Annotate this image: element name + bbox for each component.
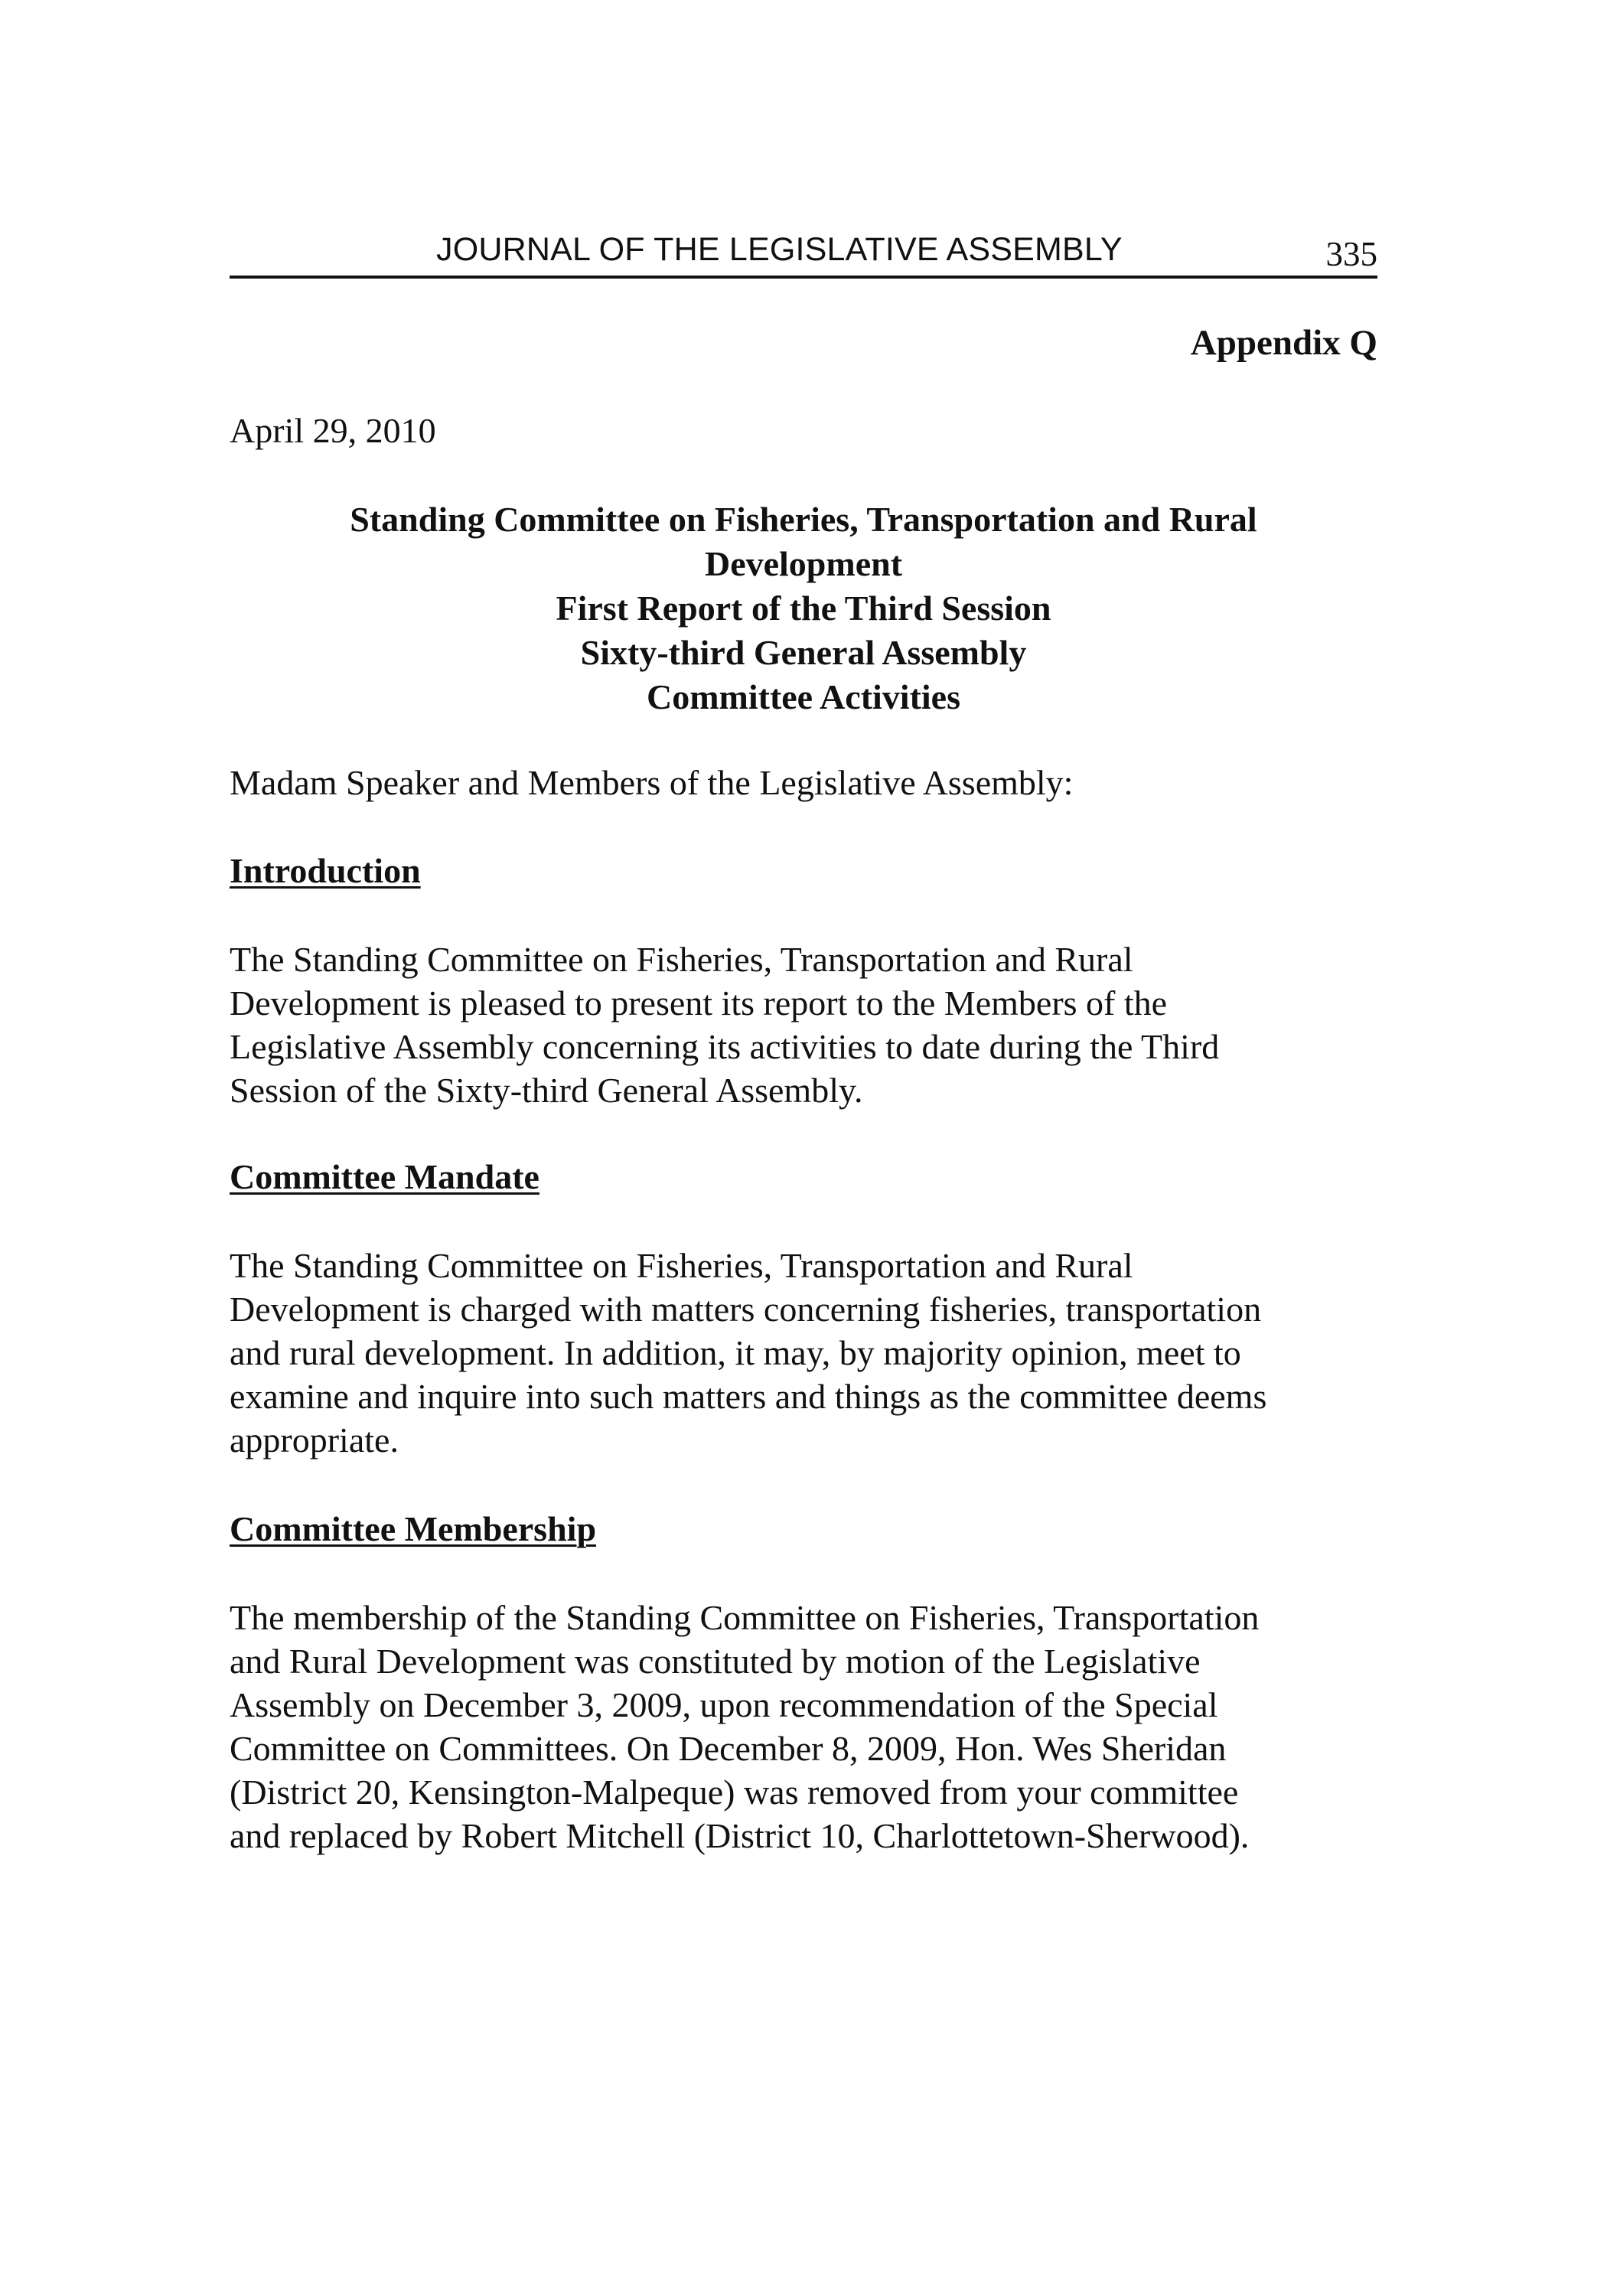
paragraph-line: Session of the Sixty-third General Assembly. [230, 1071, 863, 1110]
report-date: April 29, 2010 [230, 411, 436, 450]
running-header [230, 230, 1377, 279]
salutation: Madam Speaker and Members of the Legislative Assembly: [230, 763, 1074, 802]
paragraph-line: and rural development. In addition, it may, by majority opinion, meet to [230, 1333, 1241, 1372]
introduction-paragraph [230, 938, 1377, 1112]
paragraph-line: and replaced by Robert Mitchell (District 10, Charlottetown-Sherwood). [230, 1816, 1250, 1855]
paragraph-line: Development is pleased to present its report to the Members of the [230, 983, 1168, 1022]
paragraph-line: Development is charged with matters concerning fisheries, transportation [230, 1290, 1262, 1329]
paragraph-line: and Rural Development was constituted by motion of the Legislative [230, 1642, 1201, 1681]
section-heading-committee-membership: Committee Membership [230, 1509, 597, 1548]
committee-membership-paragraph [230, 1596, 1377, 1857]
paragraph-line: The Standing Committee on Fisheries, Transportation and Rural [230, 1246, 1133, 1285]
report-title-line: Committee Activities [646, 677, 960, 716]
journal-title: JOURNAL OF THE LEGISLATIVE ASSEMBLY [436, 231, 1123, 268]
paragraph-line: Legislative Assembly concerning its activities to date during the Third [230, 1027, 1220, 1066]
paragraph-line: The membership of the Standing Committee on Fisheries, Transportation [230, 1598, 1260, 1637]
report-title-line: First Report of the Third Session [556, 589, 1051, 628]
report-title-line: Standing Committee on Fisheries, Transportation and Rural [350, 500, 1257, 539]
journal-page [230, 0, 1377, 2296]
report-title-line: Development [704, 544, 903, 583]
paragraph-line: (District 20, Kensington-Malpeque) was removed from your committee [230, 1773, 1239, 1812]
report-title [230, 497, 1377, 719]
page-number: 335 [1325, 235, 1377, 273]
committee-mandate-paragraph [230, 1244, 1377, 1462]
paragraph-line: examine and inquire into such matters and things as the committee deems [230, 1377, 1267, 1416]
appendix-label: Appendix Q [1190, 323, 1377, 363]
section-heading-committee-mandate: Committee Mandate [230, 1157, 539, 1196]
paragraph-line: The Standing Committee on Fisheries, Transportation and Rural [230, 940, 1133, 979]
paragraph-line: Assembly on December 3, 2009, upon recommendation of the Special [230, 1685, 1218, 1724]
paragraph-line: appropriate. [230, 1420, 399, 1459]
paragraph-line: Committee on Committees. On December 8, 2009, Hon. Wes Sheridan [230, 1729, 1227, 1768]
report-title-line: Sixty-third General Assembly [580, 633, 1027, 672]
section-heading-introduction: Introduction [230, 851, 421, 890]
